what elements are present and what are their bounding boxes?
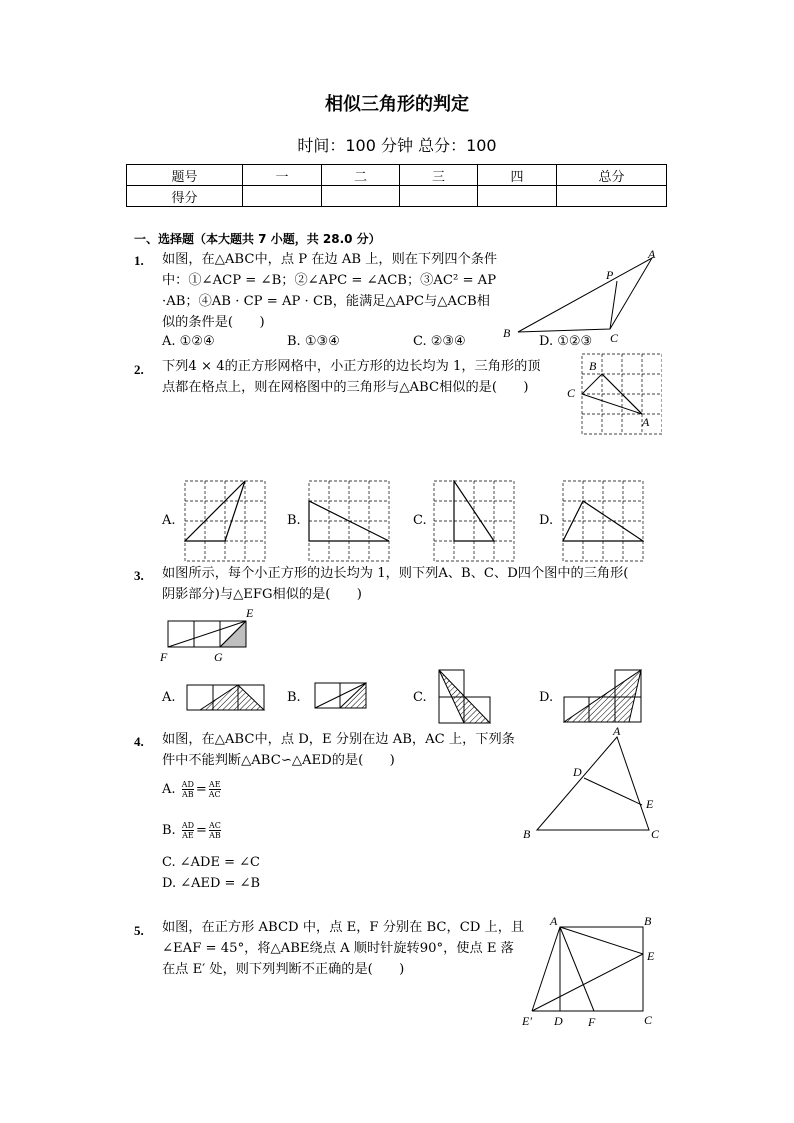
text-line: 如图，在△ABC中，点 D，E 分别在边 AB，AC 上，下列条	[162, 732, 515, 747]
label-e: E	[246, 606, 254, 620]
q3-option-a-figure	[186, 684, 266, 712]
option-d[interactable]: D. ∠AED = ∠B	[162, 876, 261, 891]
section-heading: 一、选择题（本大题共 7 小题，共 28.0 分）	[134, 232, 381, 246]
q3-figure	[158, 604, 268, 664]
label-a: A	[550, 914, 558, 928]
text-line: 中：①∠ACP = ∠B；②∠APC = ∠ACB；③AC² = AP	[162, 273, 497, 288]
option-b[interactable]: B.	[287, 513, 301, 528]
question-4-text	[162, 729, 515, 771]
row-label: 得分	[127, 186, 243, 207]
fraction: $\frac{AD}{AE}$	[181, 821, 195, 840]
option-a[interactable]: A. ①②④	[162, 334, 215, 349]
option-c[interactable]: C. ②③④	[413, 334, 466, 349]
text-line: 如图所示，每个小正方形的边长均为 1，则下列A、B、C、D四个图中的三角形(	[162, 566, 629, 581]
question-number: 4.	[134, 734, 144, 749]
fraction: $\frac{AE}{AC}$	[208, 780, 221, 799]
text-line: 似的条件是( )	[162, 315, 265, 330]
q2-figure	[562, 352, 662, 437]
text-line: 如图，在△ABC中，点 P 在边 AB 上，则在下列四个条件	[162, 252, 498, 267]
score-cell[interactable]	[243, 186, 322, 207]
label-e-prime: E′	[522, 1014, 532, 1028]
label-c: C	[644, 1013, 653, 1027]
label-b: B	[503, 326, 511, 340]
label-c: C	[651, 827, 660, 841]
option-b[interactable]: B.	[287, 690, 301, 705]
question-number: 2.	[134, 362, 144, 377]
q4-figure	[518, 724, 668, 846]
table-row	[127, 165, 667, 186]
option-d[interactable]: D.	[539, 690, 554, 705]
option-a[interactable]: A.	[162, 690, 176, 705]
label-b: B	[644, 914, 652, 928]
label-f: F	[588, 1015, 596, 1029]
fraction: $\frac{AD}{AB}$	[181, 780, 194, 799]
fraction: $\frac{AC}{AB}$	[208, 821, 221, 840]
score-cell[interactable]	[478, 186, 557, 207]
option-a[interactable]: A.	[162, 513, 176, 528]
header-cell: 总分	[557, 165, 667, 186]
q2-option-c-grid	[433, 480, 515, 562]
q3-option-b-figure	[314, 682, 368, 710]
header-cell: 二	[322, 165, 400, 186]
option-letter: B.	[162, 823, 176, 838]
question-number: 3.	[134, 568, 144, 583]
option-d[interactable]: D. ①②③	[539, 334, 593, 349]
text-line: 阴影部分)与△EFG相似的是( )	[162, 587, 362, 602]
score-cell[interactable]	[322, 186, 400, 207]
question-number: 1.	[134, 253, 144, 268]
exam-info: 时间：100 分钟 总分：100	[297, 136, 497, 155]
option-c[interactable]: C.	[413, 513, 427, 528]
text-line: ∠EAF = 45°，将△ABE绕点 A 顺时针旋转90°，使点 E 落	[162, 941, 514, 956]
header-cell: 题号	[127, 165, 243, 186]
label-e: E	[646, 797, 654, 811]
q5-figure	[518, 910, 668, 1032]
label-d: D	[554, 1014, 563, 1028]
label-b: B	[589, 359, 597, 373]
text-line: 如图，在正方形 ABCD 中，点 E，F 分别在 BC，CD 上，且	[162, 920, 525, 935]
text-line: 在点 E′ 处，则下列判断不正确的是( )	[162, 962, 405, 977]
label-a: A	[648, 247, 656, 261]
q2-option-a-grid	[184, 480, 266, 562]
q3-option-d-figure	[563, 669, 643, 725]
option-letter: A.	[162, 782, 176, 797]
header-cell: 一	[243, 165, 322, 186]
q3-option-c-figure	[438, 669, 494, 725]
label-a: A	[613, 724, 621, 738]
label-g: G	[214, 650, 223, 664]
question-number: 5.	[134, 923, 144, 938]
option-c[interactable]: C. ∠ADE = ∠C	[162, 855, 260, 870]
label-c: C	[610, 331, 619, 345]
label-c: C	[567, 386, 576, 400]
equals-sign: =	[196, 823, 207, 838]
label-a: A	[642, 415, 650, 429]
text-line: ·AB；④AB · CP = AP · CB，能满足△APC与△ACB相	[162, 294, 490, 309]
q2-option-b-grid	[308, 480, 390, 562]
table-row	[127, 186, 667, 207]
text-line: 点都在格点上，则在网格图中的三角形与△ABC相似的是( )	[162, 380, 529, 395]
text-line: 下列4 × 4的正方形网格中，小正方形的边长均为 1，三角形的顶	[162, 359, 541, 374]
score-cell[interactable]	[557, 186, 667, 207]
label-d: D	[573, 765, 582, 779]
question-5-text	[162, 917, 524, 980]
page-title: 相似三角形的判定	[325, 94, 469, 115]
equals-sign: =	[195, 782, 207, 797]
text-line: 件中不能判断△ABC∽△AED的是( )	[162, 753, 395, 768]
header-cell: 四	[478, 165, 557, 186]
question-3-text	[162, 563, 628, 605]
label-b: B	[523, 827, 531, 841]
header-cell: 三	[400, 165, 478, 186]
label-p: P	[606, 268, 614, 282]
label-f: F	[160, 650, 168, 664]
label-e: E	[647, 949, 655, 963]
option-b[interactable]: B. ①③④	[287, 334, 340, 349]
q2-option-d-grid	[562, 480, 644, 562]
score-table	[126, 164, 667, 207]
option-d[interactable]: D.	[539, 513, 554, 528]
question-1-text	[162, 249, 497, 333]
score-cell[interactable]	[400, 186, 478, 207]
option-a[interactable]	[162, 780, 223, 799]
question-2-text	[162, 356, 540, 398]
option-c[interactable]: C.	[413, 690, 427, 705]
option-b[interactable]	[162, 821, 223, 840]
